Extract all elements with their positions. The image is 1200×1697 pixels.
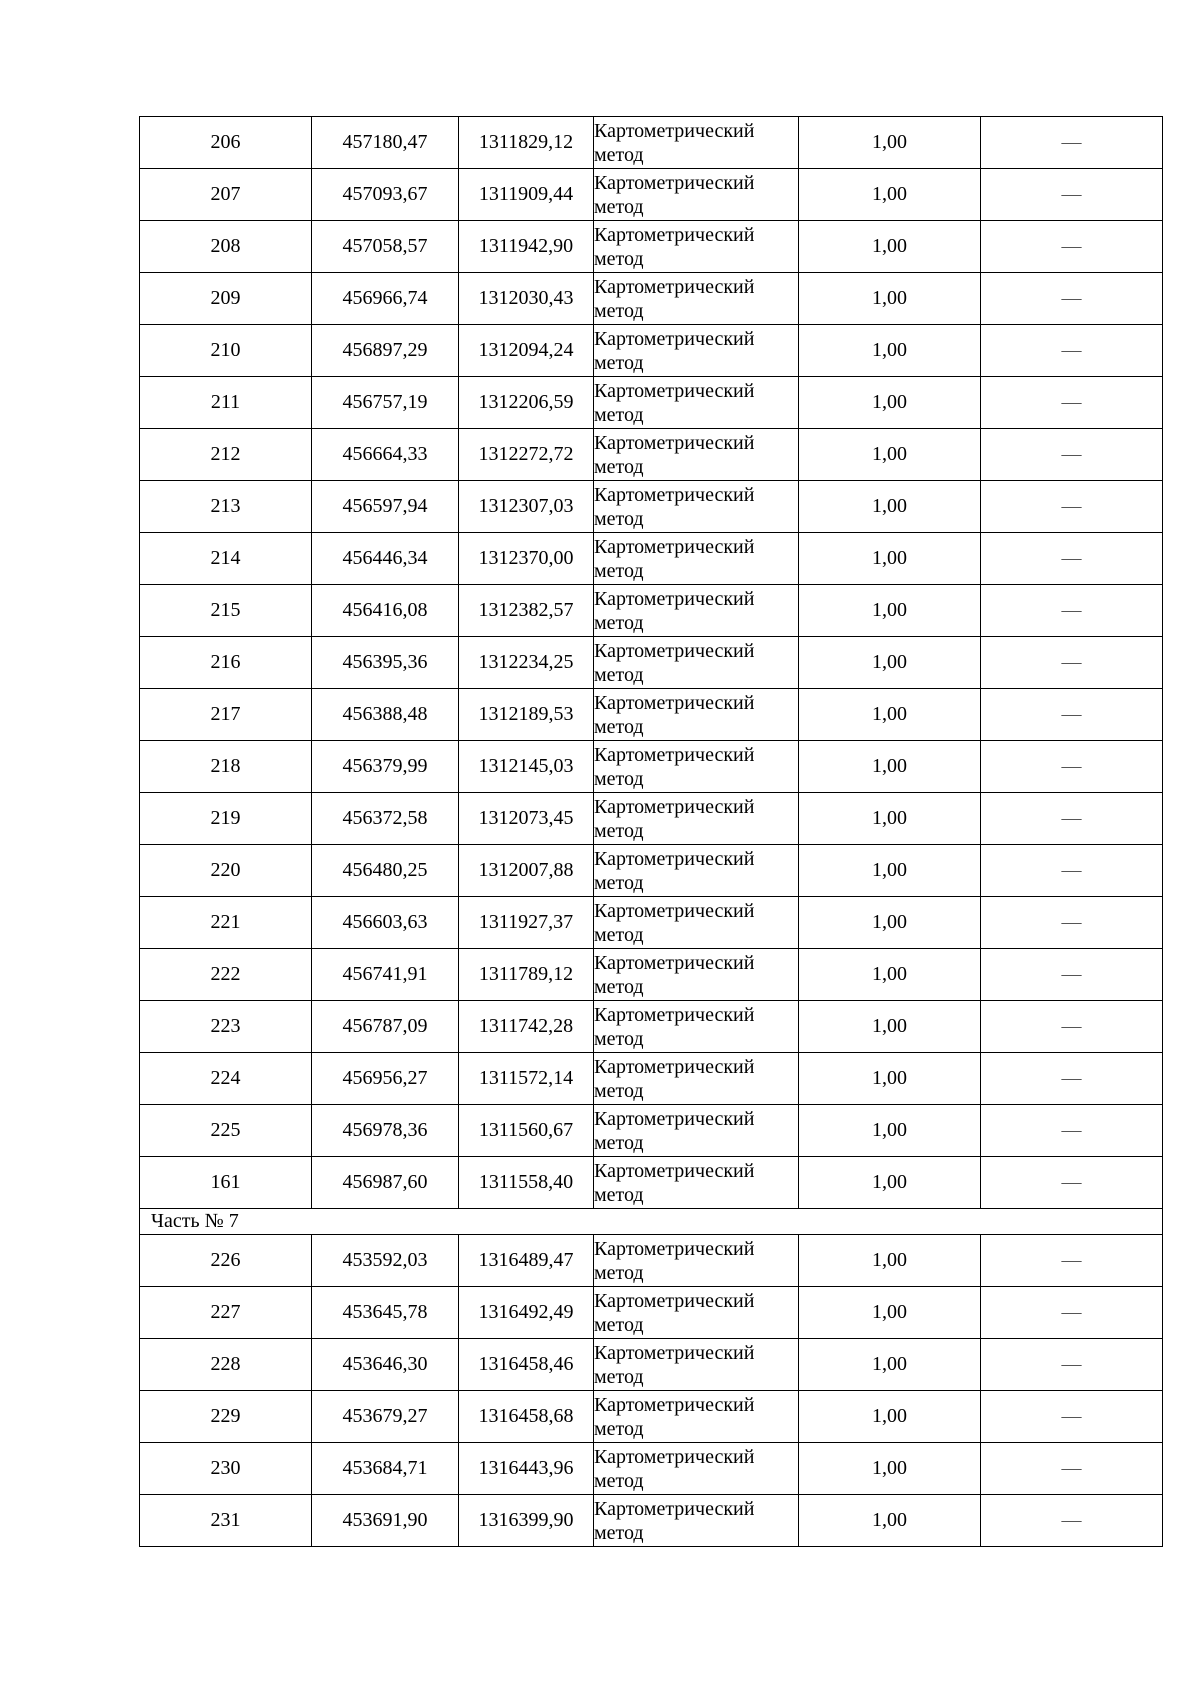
accuracy-cell: 1,00 (799, 117, 981, 169)
method-line: Картометрический (594, 847, 755, 870)
table-row (140, 325, 1163, 377)
note-cell: — (981, 637, 1163, 689)
note-cell: — (981, 1001, 1163, 1053)
x-coordinate-cell: 457180,47 (312, 117, 459, 169)
point-number-cell: 227 (140, 1287, 312, 1339)
note-cell: — (981, 221, 1163, 273)
y-coordinate-cell: 1311829,12 (459, 117, 594, 169)
note-cell: — (981, 585, 1163, 637)
x-coordinate-cell: 457093,67 (312, 169, 459, 221)
note-cell: — (981, 325, 1163, 377)
note-cell: — (981, 273, 1163, 325)
method-line: Картометрический (594, 743, 755, 766)
x-coordinate-cell: 456603,63 (312, 897, 459, 949)
method-cell (594, 793, 799, 845)
y-coordinate-cell: 1311742,28 (459, 1001, 594, 1053)
method-cell (594, 741, 799, 793)
method-cell (594, 1287, 799, 1339)
note-cell: — (981, 845, 1163, 897)
section-label: Часть № 7 (140, 1209, 1163, 1235)
accuracy-cell: 1,00 (799, 585, 981, 637)
point-number-cell: 224 (140, 1053, 312, 1105)
method-cell (594, 221, 799, 273)
y-coordinate-cell: 1312145,03 (459, 741, 594, 793)
accuracy-cell: 1,00 (799, 273, 981, 325)
method-cell (594, 1235, 799, 1287)
point-number-cell: 214 (140, 533, 312, 585)
note-cell: — (981, 793, 1163, 845)
method-line: метод (594, 663, 644, 686)
point-number-cell: 229 (140, 1391, 312, 1443)
note-cell: — (981, 689, 1163, 741)
y-coordinate-cell: 1316399,90 (459, 1495, 594, 1547)
table-row (140, 1001, 1163, 1053)
method-line: метод (594, 715, 644, 738)
x-coordinate-cell: 453684,71 (312, 1443, 459, 1495)
note-cell: — (981, 897, 1163, 949)
method-line: Картометрический (594, 1159, 755, 1182)
accuracy-cell: 1,00 (799, 481, 981, 533)
point-number-cell: 222 (140, 949, 312, 1001)
accuracy-cell: 1,00 (799, 1235, 981, 1287)
x-coordinate-cell: 456978,36 (312, 1105, 459, 1157)
table-row (140, 897, 1163, 949)
table-row (140, 481, 1163, 533)
method-line: метод (594, 1131, 644, 1154)
point-number-cell: 206 (140, 117, 312, 169)
accuracy-cell: 1,00 (799, 1053, 981, 1105)
note-cell: — (981, 949, 1163, 1001)
x-coordinate-cell: 456372,58 (312, 793, 459, 845)
method-cell (594, 169, 799, 221)
x-coordinate-cell: 453646,30 (312, 1339, 459, 1391)
y-coordinate-cell: 1312234,25 (459, 637, 594, 689)
method-line: Картометрический (594, 119, 755, 142)
accuracy-cell: 1,00 (799, 169, 981, 221)
method-line: Картометрический (594, 1107, 755, 1130)
method-cell (594, 845, 799, 897)
point-number-cell: 209 (140, 273, 312, 325)
point-number-cell: 221 (140, 897, 312, 949)
method-line: Картометрический (594, 899, 755, 922)
x-coordinate-cell: 456597,94 (312, 481, 459, 533)
accuracy-cell: 1,00 (799, 793, 981, 845)
accuracy-cell: 1,00 (799, 429, 981, 481)
method-line: метод (594, 819, 644, 842)
table-row (140, 1391, 1163, 1443)
method-cell (594, 1105, 799, 1157)
accuracy-cell: 1,00 (799, 1105, 981, 1157)
point-number-cell: 216 (140, 637, 312, 689)
point-number-cell: 161 (140, 1157, 312, 1209)
accuracy-cell: 1,00 (799, 1495, 981, 1547)
table-row (140, 1053, 1163, 1105)
method-line: метод (594, 1079, 644, 1102)
y-coordinate-cell: 1312206,59 (459, 377, 594, 429)
method-line: метод (594, 195, 644, 218)
method-line: метод (594, 1183, 644, 1206)
table-row (140, 117, 1163, 169)
method-line: Картометрический (594, 327, 755, 350)
method-line: Картометрический (594, 1055, 755, 1078)
method-line: метод (594, 1469, 644, 1492)
method-cell (594, 273, 799, 325)
table-row (140, 533, 1163, 585)
table-row (140, 429, 1163, 481)
point-number-cell: 230 (140, 1443, 312, 1495)
method-line: Картометрический (594, 691, 755, 714)
method-cell (594, 377, 799, 429)
x-coordinate-cell: 456956,27 (312, 1053, 459, 1105)
table-row (140, 273, 1163, 325)
point-number-cell: 223 (140, 1001, 312, 1053)
note-cell: — (981, 533, 1163, 585)
y-coordinate-cell: 1316489,47 (459, 1235, 594, 1287)
point-number-cell: 219 (140, 793, 312, 845)
x-coordinate-cell: 456741,91 (312, 949, 459, 1001)
note-cell: — (981, 377, 1163, 429)
note-cell: — (981, 1339, 1163, 1391)
table-row (140, 221, 1163, 273)
method-line: Картометрический (594, 535, 755, 558)
table-row (140, 1235, 1163, 1287)
method-cell (594, 1157, 799, 1209)
point-number-cell: 213 (140, 481, 312, 533)
y-coordinate-cell: 1312073,45 (459, 793, 594, 845)
y-coordinate-cell: 1316492,49 (459, 1287, 594, 1339)
x-coordinate-cell: 453679,27 (312, 1391, 459, 1443)
note-cell: — (981, 1157, 1163, 1209)
table-row (140, 845, 1163, 897)
method-cell (594, 949, 799, 1001)
method-line: метод (594, 923, 644, 946)
accuracy-cell: 1,00 (799, 325, 981, 377)
accuracy-cell: 1,00 (799, 845, 981, 897)
method-line: Картометрический (594, 587, 755, 610)
method-cell (594, 897, 799, 949)
note-cell: — (981, 1105, 1163, 1157)
y-coordinate-cell: 1312007,88 (459, 845, 594, 897)
method-cell (594, 1001, 799, 1053)
method-line: метод (594, 767, 644, 790)
table-row (140, 1495, 1163, 1547)
accuracy-cell: 1,00 (799, 949, 981, 1001)
x-coordinate-cell: 456395,36 (312, 637, 459, 689)
x-coordinate-cell: 456664,33 (312, 429, 459, 481)
method-cell (594, 1339, 799, 1391)
method-cell (594, 533, 799, 585)
method-line: Картометрический (594, 1497, 755, 1520)
y-coordinate-cell: 1312382,57 (459, 585, 594, 637)
accuracy-cell: 1,00 (799, 897, 981, 949)
point-number-cell: 217 (140, 689, 312, 741)
method-cell (594, 1391, 799, 1443)
x-coordinate-cell: 456966,74 (312, 273, 459, 325)
method-line: Картометрический (594, 275, 755, 298)
y-coordinate-cell: 1312189,53 (459, 689, 594, 741)
x-coordinate-cell: 456416,08 (312, 585, 459, 637)
method-cell (594, 1053, 799, 1105)
y-coordinate-cell: 1311789,12 (459, 949, 594, 1001)
method-cell (594, 689, 799, 741)
accuracy-cell: 1,00 (799, 637, 981, 689)
method-line: Картометрический (594, 1393, 755, 1416)
method-cell (594, 481, 799, 533)
accuracy-cell: 1,00 (799, 533, 981, 585)
point-number-cell: 208 (140, 221, 312, 273)
point-number-cell: 207 (140, 169, 312, 221)
table-row (140, 169, 1163, 221)
coordinates-table-body (140, 117, 1163, 1547)
table-row (140, 585, 1163, 637)
y-coordinate-cell: 1316443,96 (459, 1443, 594, 1495)
method-line: Картометрический (594, 1289, 755, 1312)
note-cell: — (981, 169, 1163, 221)
method-line: Картометрический (594, 379, 755, 402)
method-line: Картометрический (594, 431, 755, 454)
accuracy-cell: 1,00 (799, 377, 981, 429)
method-line: метод (594, 871, 644, 894)
note-cell: — (981, 1053, 1163, 1105)
note-cell: — (981, 1235, 1163, 1287)
accuracy-cell: 1,00 (799, 1001, 981, 1053)
point-number-cell: 228 (140, 1339, 312, 1391)
y-coordinate-cell: 1311942,90 (459, 221, 594, 273)
method-line: метод (594, 143, 644, 166)
method-line: Картометрический (594, 1341, 755, 1364)
note-cell: — (981, 429, 1163, 481)
x-coordinate-cell: 453645,78 (312, 1287, 459, 1339)
method-cell (594, 637, 799, 689)
point-number-cell: 220 (140, 845, 312, 897)
method-cell (594, 117, 799, 169)
section-header-row (140, 1209, 1163, 1235)
y-coordinate-cell: 1312370,00 (459, 533, 594, 585)
method-line: Картометрический (594, 795, 755, 818)
x-coordinate-cell: 457058,57 (312, 221, 459, 273)
method-cell (594, 1495, 799, 1547)
accuracy-cell: 1,00 (799, 1157, 981, 1209)
x-coordinate-cell: 456379,99 (312, 741, 459, 793)
method-line: метод (594, 1313, 644, 1336)
y-coordinate-cell: 1311572,14 (459, 1053, 594, 1105)
method-line: метод (594, 1027, 644, 1050)
method-line: метод (594, 611, 644, 634)
table-row (140, 1157, 1163, 1209)
accuracy-cell: 1,00 (799, 221, 981, 273)
method-line: метод (594, 1521, 644, 1544)
y-coordinate-cell: 1311927,37 (459, 897, 594, 949)
x-coordinate-cell: 456787,09 (312, 1001, 459, 1053)
x-coordinate-cell: 456446,34 (312, 533, 459, 585)
method-line: метод (594, 559, 644, 582)
x-coordinate-cell: 453691,90 (312, 1495, 459, 1547)
point-number-cell: 212 (140, 429, 312, 481)
method-line: Картометрический (594, 951, 755, 974)
table-row (140, 949, 1163, 1001)
x-coordinate-cell: 456480,25 (312, 845, 459, 897)
x-coordinate-cell: 456897,29 (312, 325, 459, 377)
point-number-cell: 210 (140, 325, 312, 377)
table-row (140, 741, 1163, 793)
method-line: метод (594, 247, 644, 270)
accuracy-cell: 1,00 (799, 1287, 981, 1339)
method-line: Картометрический (594, 1445, 755, 1468)
method-line: Картометрический (594, 1003, 755, 1026)
method-line: Картометрический (594, 639, 755, 662)
table-row (140, 377, 1163, 429)
point-number-cell: 215 (140, 585, 312, 637)
accuracy-cell: 1,00 (799, 1339, 981, 1391)
method-cell (594, 585, 799, 637)
method-line: метод (594, 507, 644, 530)
y-coordinate-cell: 1312094,24 (459, 325, 594, 377)
table-row (140, 637, 1163, 689)
method-line: метод (594, 1417, 644, 1440)
y-coordinate-cell: 1316458,68 (459, 1391, 594, 1443)
method-line: Картометрический (594, 223, 755, 246)
accuracy-cell: 1,00 (799, 741, 981, 793)
x-coordinate-cell: 456987,60 (312, 1157, 459, 1209)
x-coordinate-cell: 456757,19 (312, 377, 459, 429)
table-row (140, 1339, 1163, 1391)
method-line: метод (594, 1365, 644, 1388)
method-line: метод (594, 975, 644, 998)
x-coordinate-cell: 456388,48 (312, 689, 459, 741)
method-line: метод (594, 1261, 644, 1284)
accuracy-cell: 1,00 (799, 689, 981, 741)
y-coordinate-cell: 1312030,43 (459, 273, 594, 325)
y-coordinate-cell: 1311560,67 (459, 1105, 594, 1157)
point-number-cell: 231 (140, 1495, 312, 1547)
x-coordinate-cell: 453592,03 (312, 1235, 459, 1287)
point-number-cell: 211 (140, 377, 312, 429)
coordinates-table (139, 116, 1163, 1547)
method-line: Картометрический (594, 1237, 755, 1260)
y-coordinate-cell: 1316458,46 (459, 1339, 594, 1391)
accuracy-cell: 1,00 (799, 1443, 981, 1495)
table-row (140, 689, 1163, 741)
note-cell: — (981, 741, 1163, 793)
method-cell (594, 325, 799, 377)
y-coordinate-cell: 1312307,03 (459, 481, 594, 533)
table-row (140, 1105, 1163, 1157)
method-line: Картометрический (594, 171, 755, 194)
method-line: метод (594, 299, 644, 322)
note-cell: — (981, 1443, 1163, 1495)
table-row (140, 1443, 1163, 1495)
method-line: Картометрический (594, 483, 755, 506)
note-cell: — (981, 1391, 1163, 1443)
y-coordinate-cell: 1311558,40 (459, 1157, 594, 1209)
note-cell: — (981, 1287, 1163, 1339)
y-coordinate-cell: 1312272,72 (459, 429, 594, 481)
y-coordinate-cell: 1311909,44 (459, 169, 594, 221)
table-row (140, 1287, 1163, 1339)
accuracy-cell: 1,00 (799, 1391, 981, 1443)
method-line: метод (594, 455, 644, 478)
note-cell: — (981, 481, 1163, 533)
method-cell (594, 1443, 799, 1495)
note-cell: — (981, 117, 1163, 169)
point-number-cell: 218 (140, 741, 312, 793)
table-row (140, 793, 1163, 845)
point-number-cell: 225 (140, 1105, 312, 1157)
method-cell (594, 429, 799, 481)
method-line: метод (594, 351, 644, 374)
note-cell: — (981, 1495, 1163, 1547)
method-line: метод (594, 403, 644, 426)
point-number-cell: 226 (140, 1235, 312, 1287)
